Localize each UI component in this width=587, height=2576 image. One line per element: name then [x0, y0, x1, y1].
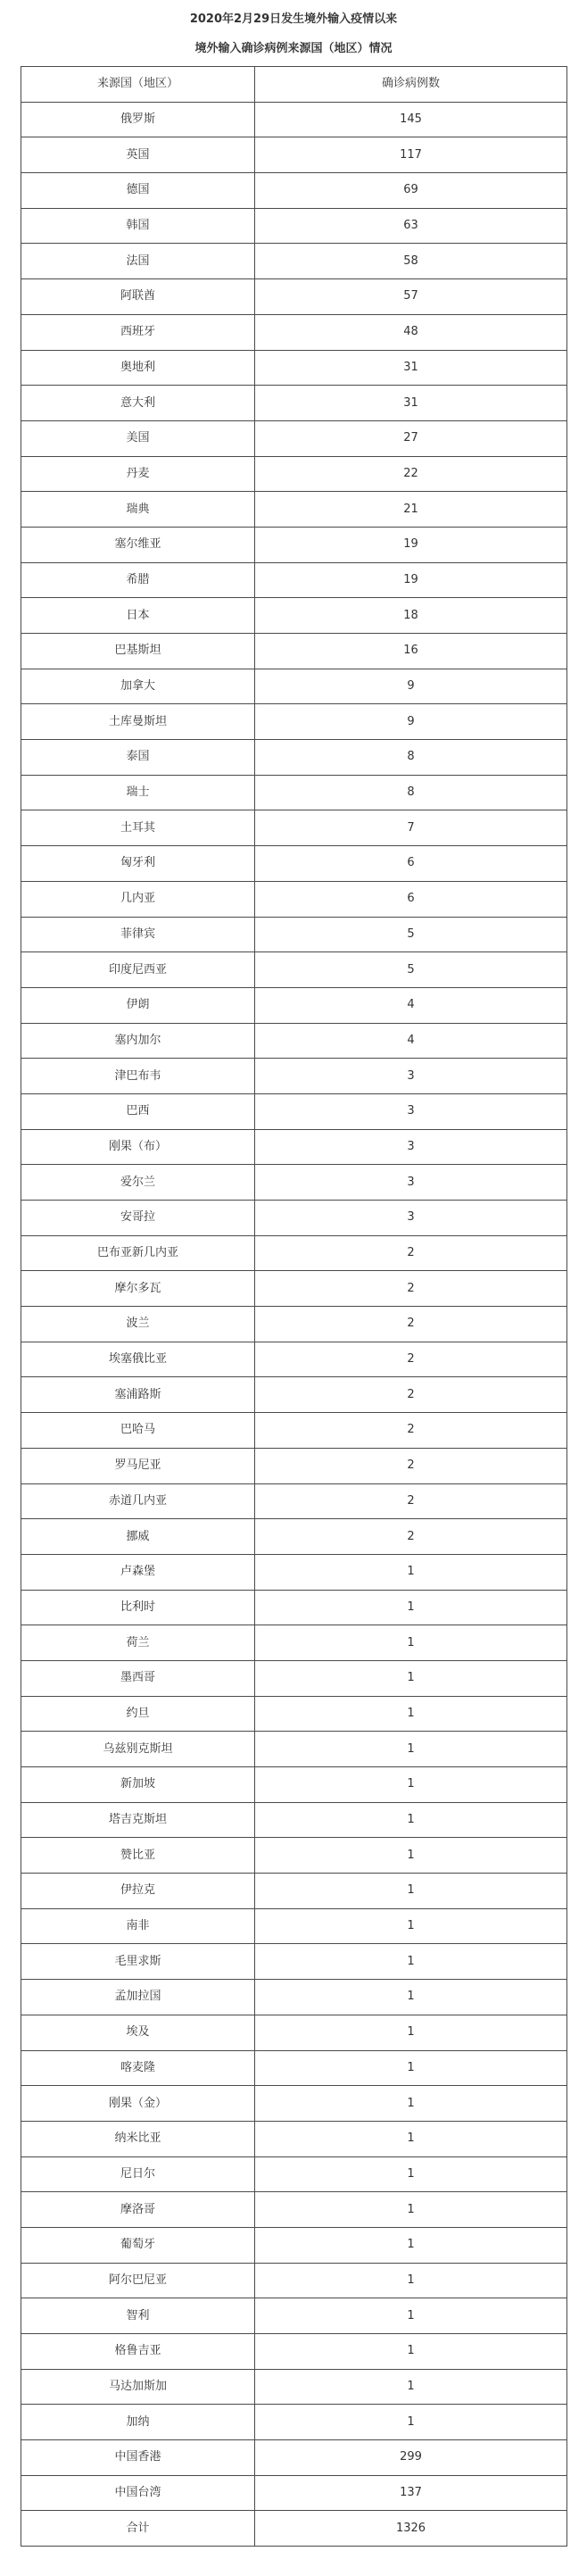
cell-count: 4 — [255, 1023, 567, 1059]
table-row — [21, 1201, 567, 1236]
title-line-2: 境外输入确诊病例来源国（地区）情况 — [194, 42, 393, 55]
cell-origin: 日本 — [21, 598, 255, 634]
table-row — [21, 1271, 567, 1307]
cell-origin: 美国 — [21, 420, 255, 456]
cell-count: 1 — [255, 2369, 567, 2405]
cell-origin: 埃塞俄比亚 — [21, 1342, 255, 1377]
cell-origin: 土耳其 — [21, 810, 255, 846]
cell-origin: 阿尔巴尼亚 — [21, 2263, 255, 2298]
table-row — [21, 1590, 567, 1625]
cell-origin: 塞尔维亚 — [21, 527, 255, 562]
table-row — [21, 2440, 567, 2476]
table-row — [21, 1660, 567, 1696]
cell-count: 1 — [255, 2334, 567, 2370]
table-row — [21, 527, 567, 562]
cell-origin: 瑞士 — [21, 775, 255, 810]
cell-origin: 孟加拉国 — [21, 1980, 255, 2015]
cell-origin: 奥地利 — [21, 350, 255, 386]
cell-origin: 中国香港 — [21, 2440, 255, 2476]
cell-origin: 合计 — [21, 2511, 255, 2547]
cell-origin: 罗马尼亚 — [21, 1448, 255, 1483]
cell-count: 1 — [255, 1590, 567, 1625]
table-row — [21, 102, 567, 137]
table-row — [21, 987, 567, 1023]
cell-origin: 巴布亚新几内亚 — [21, 1235, 255, 1271]
table-row — [21, 420, 567, 456]
cell-count: 5 — [255, 952, 567, 988]
cell-count: 1 — [255, 2405, 567, 2440]
cell-count: 1 — [255, 1908, 567, 1944]
table-row — [21, 740, 567, 776]
table-row — [21, 2334, 567, 2370]
cell-count: 8 — [255, 740, 567, 776]
cell-origin: 巴哈马 — [21, 1413, 255, 1449]
cell-count: 4 — [255, 987, 567, 1023]
cell-count: 57 — [255, 279, 567, 315]
cell-origin: 葡萄牙 — [21, 2227, 255, 2263]
cell-count: 1 — [255, 1802, 567, 1838]
table-row — [21, 2405, 567, 2440]
cell-count: 5 — [255, 917, 567, 952]
cell-count: 31 — [255, 386, 567, 421]
cell-count: 145 — [255, 102, 567, 137]
cell-count: 48 — [255, 314, 567, 350]
cell-count: 1 — [255, 2156, 567, 2192]
cell-origin: 瑞典 — [21, 492, 255, 528]
table-row — [21, 1696, 567, 1732]
table-row — [21, 1732, 567, 1767]
cell-count: 69 — [255, 173, 567, 209]
cell-origin: 西班牙 — [21, 314, 255, 350]
cell-origin: 希腊 — [21, 562, 255, 598]
table-row — [21, 2369, 567, 2405]
cell-origin: 赤道几内亚 — [21, 1483, 255, 1519]
cell-origin: 伊拉克 — [21, 1874, 255, 1909]
cell-count: 1 — [255, 2086, 567, 2122]
cell-origin: 纳米比亚 — [21, 2121, 255, 2156]
table-row — [21, 1413, 567, 1449]
cell-origin: 俄罗斯 — [21, 102, 255, 137]
cell-count: 19 — [255, 527, 567, 562]
cell-origin: 匈牙利 — [21, 846, 255, 882]
table-row — [21, 1767, 567, 1803]
cell-origin: 格鲁吉亚 — [21, 2334, 255, 2370]
cell-count: 2 — [255, 1307, 567, 1342]
table-row — [21, 1307, 567, 1342]
table-header-row — [21, 67, 567, 103]
cell-count: 1 — [255, 2121, 567, 2156]
cell-origin: 挪威 — [21, 1519, 255, 1555]
cell-count: 1 — [255, 1767, 567, 1803]
cell-origin: 塞浦路斯 — [21, 1377, 255, 1413]
cell-origin: 巴西 — [21, 1093, 255, 1129]
cell-origin: 英国 — [21, 137, 255, 173]
cell-count: 1 — [255, 1944, 567, 1980]
table-row — [21, 1980, 567, 2015]
table-row — [21, 1129, 567, 1165]
table-row — [21, 1944, 567, 1980]
table-row — [21, 917, 567, 952]
cell-count: 3 — [255, 1129, 567, 1165]
cell-count: 1 — [255, 1554, 567, 1590]
cell-count: 299 — [255, 2440, 567, 2476]
table-row — [21, 2475, 567, 2511]
cell-count: 63 — [255, 208, 567, 244]
table-row — [21, 2263, 567, 2298]
table-row — [21, 1519, 567, 1555]
cell-count: 2 — [255, 1377, 567, 1413]
table-row — [21, 208, 567, 244]
cell-origin: 加拿大 — [21, 669, 255, 704]
cell-count: 2 — [255, 1271, 567, 1307]
table-row — [21, 1165, 567, 1201]
cell-count: 1 — [255, 2015, 567, 2050]
cell-count: 3 — [255, 1165, 567, 1201]
cell-count: 21 — [255, 492, 567, 528]
table-row — [21, 634, 567, 669]
cell-count: 6 — [255, 881, 567, 917]
cell-origin: 摩洛哥 — [21, 2192, 255, 2228]
cell-origin: 约旦 — [21, 1696, 255, 1732]
cell-count: 1 — [255, 1660, 567, 1696]
cell-count: 22 — [255, 456, 567, 492]
cell-origin: 乌兹别克斯坦 — [21, 1732, 255, 1767]
cell-count: 117 — [255, 137, 567, 173]
table-row — [21, 456, 567, 492]
table-row — [21, 137, 567, 173]
table-row — [21, 2227, 567, 2263]
cases-by-origin-table — [21, 66, 567, 2547]
cell-origin: 中国台湾 — [21, 2475, 255, 2511]
cell-origin: 比利时 — [21, 1590, 255, 1625]
table-row — [21, 1023, 567, 1059]
cell-origin: 刚果（布） — [21, 1129, 255, 1165]
cell-origin: 加纳 — [21, 2405, 255, 2440]
cell-count: 1 — [255, 2192, 567, 2228]
cell-origin: 几内亚 — [21, 881, 255, 917]
cell-origin: 摩尔多瓦 — [21, 1271, 255, 1307]
cell-origin: 荷兰 — [21, 1625, 255, 1661]
cell-origin: 喀麦隆 — [21, 2050, 255, 2086]
cell-origin: 马达加斯加 — [21, 2369, 255, 2405]
cell-count: 1 — [255, 2263, 567, 2298]
cell-count: 1 — [255, 1838, 567, 1874]
cell-count: 1 — [255, 1732, 567, 1767]
table-row — [21, 314, 567, 350]
cell-origin: 安哥拉 — [21, 1201, 255, 1236]
table-row — [21, 2121, 567, 2156]
table-row — [21, 2156, 567, 2192]
cell-origin: 新加坡 — [21, 1767, 255, 1803]
header-cell-origin: 来源国（地区） — [21, 67, 255, 103]
cell-origin: 赞比亚 — [21, 1838, 255, 1874]
table-row — [21, 810, 567, 846]
cell-origin: 毛里求斯 — [21, 1944, 255, 1980]
cell-count: 2 — [255, 1413, 567, 1449]
table-row — [21, 1625, 567, 1661]
cell-count: 1 — [255, 1696, 567, 1732]
cell-count: 9 — [255, 669, 567, 704]
table-body — [21, 67, 567, 2547]
cell-origin: 伊朗 — [21, 987, 255, 1023]
cell-origin: 韩国 — [21, 208, 255, 244]
table-row — [21, 1448, 567, 1483]
cell-count: 27 — [255, 420, 567, 456]
cell-origin: 津巴布韦 — [21, 1059, 255, 1094]
cell-count: 1 — [255, 2050, 567, 2086]
table-row — [21, 1235, 567, 1271]
cell-origin: 刚果（金） — [21, 2086, 255, 2122]
cell-count: 8 — [255, 775, 567, 810]
cell-origin: 埃及 — [21, 2015, 255, 2050]
cell-origin: 巴基斯坦 — [21, 634, 255, 669]
cell-origin: 爱尔兰 — [21, 1165, 255, 1201]
cell-origin: 德国 — [21, 173, 255, 209]
table-row — [21, 1874, 567, 1909]
table-row — [21, 244, 567, 279]
table-row — [21, 562, 567, 598]
cell-origin: 丹麦 — [21, 456, 255, 492]
table-row — [21, 1342, 567, 1377]
table-row — [21, 350, 567, 386]
cell-count: 2 — [255, 1235, 567, 1271]
cell-count: 19 — [255, 562, 567, 598]
table-row — [21, 1908, 567, 1944]
table-row — [21, 1483, 567, 1519]
cell-count: 1 — [255, 2227, 567, 2263]
table-row — [21, 1093, 567, 1129]
table-row — [21, 279, 567, 315]
cell-origin: 智利 — [21, 2298, 255, 2334]
table-row — [21, 492, 567, 528]
table-row — [21, 2192, 567, 2228]
cell-origin: 意大利 — [21, 386, 255, 421]
cell-count: 2 — [255, 1483, 567, 1519]
table-row — [21, 386, 567, 421]
table-row — [21, 1377, 567, 1413]
cell-count: 1 — [255, 1980, 567, 2015]
cell-origin: 尼日尔 — [21, 2156, 255, 2192]
cell-count: 7 — [255, 810, 567, 846]
cell-count: 16 — [255, 634, 567, 669]
cell-count: 137 — [255, 2475, 567, 2511]
cell-count: 1326 — [255, 2511, 567, 2547]
cell-count: 1 — [255, 2298, 567, 2334]
table-row — [21, 2511, 567, 2547]
cell-origin: 南非 — [21, 1908, 255, 1944]
cell-count: 2 — [255, 1448, 567, 1483]
cell-count: 3 — [255, 1059, 567, 1094]
cell-origin: 印度尼西亚 — [21, 952, 255, 988]
table-row — [21, 669, 567, 704]
cell-count: 6 — [255, 846, 567, 882]
table-row — [21, 704, 567, 740]
cell-count: 31 — [255, 350, 567, 386]
cell-origin: 塞内加尔 — [21, 1023, 255, 1059]
cell-origin: 塔吉克斯坦 — [21, 1802, 255, 1838]
table-row — [21, 881, 567, 917]
cell-origin: 卢森堡 — [21, 1554, 255, 1590]
table-row — [21, 1802, 567, 1838]
table-row — [21, 173, 567, 209]
cell-origin: 墨西哥 — [21, 1660, 255, 1696]
cell-count: 3 — [255, 1201, 567, 1236]
cell-count: 18 — [255, 598, 567, 634]
table-row — [21, 2086, 567, 2122]
cell-count: 2 — [255, 1342, 567, 1377]
cell-count: 1 — [255, 1625, 567, 1661]
cell-origin: 菲律宾 — [21, 917, 255, 952]
cell-count: 3 — [255, 1093, 567, 1129]
table-row — [21, 1554, 567, 1590]
cell-count: 2 — [255, 1519, 567, 1555]
table-row — [21, 2015, 567, 2050]
table-row — [21, 1059, 567, 1094]
table-row — [21, 2298, 567, 2334]
cell-origin: 法国 — [21, 244, 255, 279]
header-cell-count: 确诊病例数 — [255, 67, 567, 103]
table-row — [21, 1838, 567, 1874]
cell-count: 1 — [255, 1874, 567, 1909]
cell-origin: 泰国 — [21, 740, 255, 776]
table-row — [21, 775, 567, 810]
cell-count: 9 — [255, 704, 567, 740]
cell-count: 58 — [255, 244, 567, 279]
title-line-1: 2020年2月29日发生境外输入疫情以来 — [189, 12, 398, 26]
table-row — [21, 952, 567, 988]
table-row — [21, 598, 567, 634]
cell-origin: 波兰 — [21, 1307, 255, 1342]
table-row — [21, 846, 567, 882]
cell-origin: 阿联酋 — [21, 279, 255, 315]
table-row — [21, 2050, 567, 2086]
cell-origin: 土库曼斯坦 — [21, 704, 255, 740]
